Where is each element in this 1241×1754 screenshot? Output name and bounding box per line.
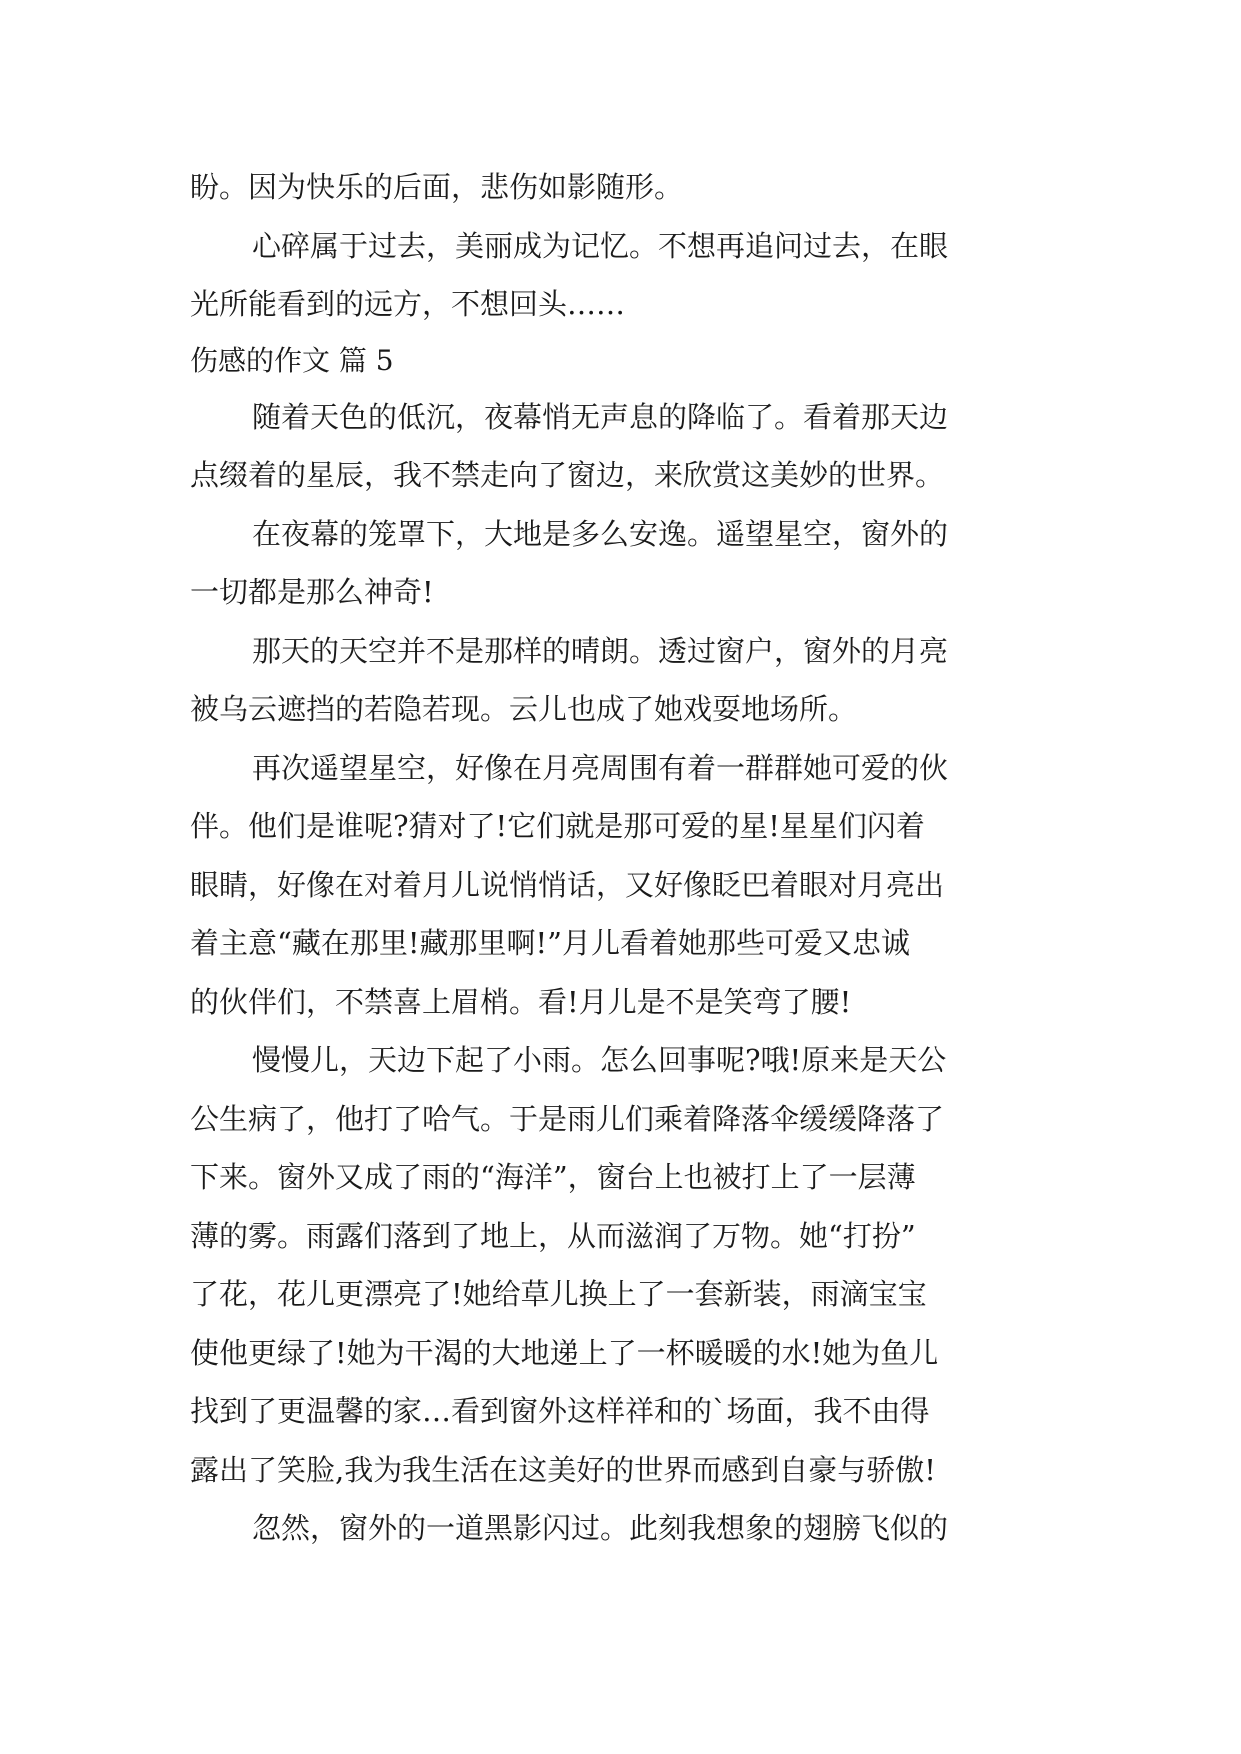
text-line: 伴。他们是谁呢?猜对了!它们就是那可爱的星!星星们闪着 — [190, 809, 925, 843]
text-line: 一切都是那么神奇! — [190, 575, 434, 609]
text-line: 找到了更温馨的家…看到窗外这样祥和的`场面，我不由得 — [190, 1394, 930, 1428]
text-line: 随着天色的低沉，夜幕悄无声息的降临了。看着那天边 — [252, 399, 949, 434]
text-line: 使他更绿了!她为干渴的大地递上了一杯暖暖的水!她为鱼儿 — [190, 1335, 939, 1370]
text-line: 忽然，窗外的一道黑影闪过。此刻我想象的翅膀飞似的 — [252, 1511, 949, 1545]
text-line: 了花，花儿更漂亮了!她给草儿换上了一套新装，雨滴宝宝 — [190, 1277, 927, 1311]
text-line: 下来。窗外又成了雨的“海洋”，窗台上也被打上了一层薄 — [190, 1160, 916, 1194]
text-line: 那天的天空并不是那样的晴朗。透过窗户，窗外的月亮 — [252, 633, 949, 668]
text-line: 盼。因为快乐的后面，悲伤如影随形。 — [190, 170, 684, 204]
text-line: 露出了笑脸,我为我生活在这美好的世界而感到自豪与骄傲! — [190, 1452, 936, 1487]
text-line: 薄的雾。雨露们落到了地上，从而滋润了万物。她“打扮” — [190, 1218, 916, 1253]
text-line: 被乌云遮挡的若隐若现。云儿也成了她戏耍地场所。 — [190, 692, 858, 726]
text-line: 在夜幕的笼罩下，大地是多么安逸。遥望星空，窗外的 — [252, 516, 949, 551]
text-line: 慢慢儿，天边下起了小雨。怎么回事呢?哦!原来是天公 — [252, 1043, 947, 1077]
text-line: 心碎属于过去，美丽成为记忆。不想再追问过去，在眼 — [252, 228, 949, 263]
text-line: 的伙伴们，不禁喜上眉梢。看!月儿是不是笑弯了腰! — [190, 984, 852, 1019]
text-line: 着主意“藏在那里!藏那里啊!”月儿看着她那些可爱又忠诚 — [190, 926, 910, 960]
document-body — [190, 158, 1060, 1558]
text-line: 光所能看到的远方，不想回头…… — [190, 287, 626, 321]
text-line: 再次遥望星空，好像在月亮周围有着一群群她可爱的伙 — [252, 750, 949, 785]
text-line: 点缀着的星辰，我不禁走向了窗边，来欣赏这美妙的世界。 — [190, 458, 945, 492]
section-heading: 伤感的作文 篇 5 — [190, 343, 394, 377]
text-line: 眼睛，好像在对着月儿说悄悄话，又好像眨巴着眼对月亮出 — [190, 867, 945, 902]
text-line: 公生病了，他打了哈气。于是雨儿们乘着降落伞缓缓降落了 — [190, 1101, 945, 1136]
